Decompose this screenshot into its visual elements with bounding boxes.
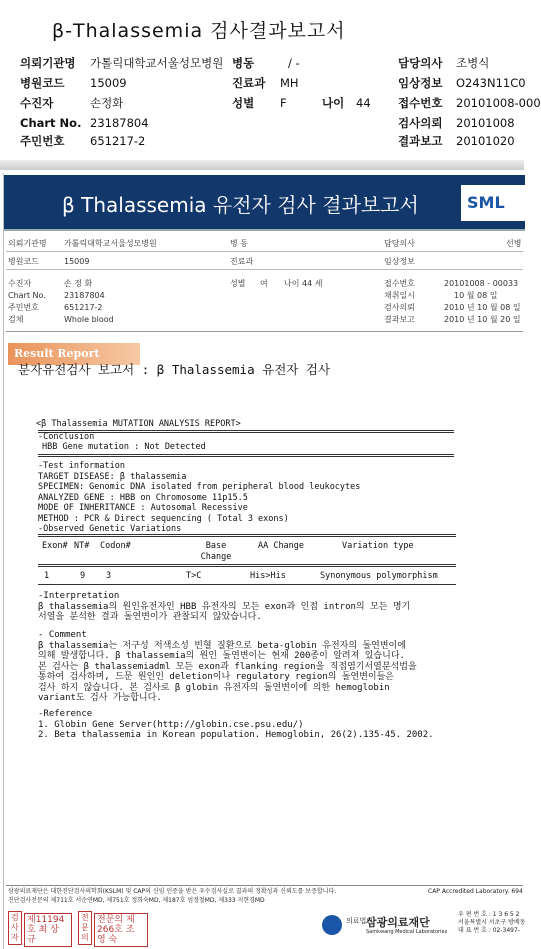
r-age: 나이 44 세 [284,279,323,288]
r-patient-label: 수진자 [8,279,32,288]
footer-rule [6,885,523,886]
result-report-tab: Result Report [8,343,140,365]
th-codon: Codon# [100,541,131,551]
table-rule [38,584,456,585]
stamp-2: 전문의 제266호 조 영 숙 [94,913,148,947]
mutation-title: <β Thalassemia MUTATION ANALYSIS REPORT> [36,419,241,429]
test-info-line: ANALYZED GENE : HBB on Chromosome 11p15.5 [38,492,248,503]
doctor-label: 담당의사 [398,56,443,70]
conclusion-text: HBB Gene mutation : Not Detected [42,442,206,452]
result-date-label: 결과보고 [398,134,443,148]
age-value: 44 [356,96,371,110]
double-rule [38,454,454,457]
reference [38,709,434,741]
contact-phone: 대 표 번 호 : 02-3497- [458,927,520,934]
r-sex: 여 [260,279,268,288]
row-divider [6,269,523,270]
th-aa-change: AA Change [257,541,305,551]
r-specimen: Whole blood [64,315,114,324]
cell-variation-type: Synonymous polymorphism [320,571,438,581]
reference-line: 1. Globin Gene Server(http://globin.cse.psu.edu/) [38,719,304,730]
cell-aa-change: His>His [250,571,286,581]
stamp-label-2: 전문의 [78,911,92,945]
cell-exon: 1 [44,571,50,581]
org-name: 삼광의료재단 [366,916,430,929]
sex-value: F [280,96,287,110]
reference-line: 2. Beta thalassemia in Korean population. Hemoglobin, 26(2).135-45. 2002. [38,730,434,740]
interpretation-line: 서열을 분석한 결과 돌연변이가 관찰되지 않았습니다. [38,612,262,622]
r-result: 2010 년 10 월 20 일 [444,315,521,324]
sex-label: 성별 [232,96,255,110]
r-specimen-label: 검체 [8,315,24,324]
doctor-value: 조병식 [456,56,490,70]
cell-nt: 9 [80,571,86,581]
cell-base-change: T>C [186,571,202,581]
r-result-label: 결과보고 [384,315,415,324]
report-banner [4,175,525,231]
sml-logo: SML [461,185,525,221]
r-code: 15009 [64,257,90,266]
r-doctor-label: 담당의사 [384,239,415,248]
r-ward-label: 병 동 [230,239,248,248]
report-title: β Thalassemia 유전자 검사 결과보고서 [62,193,419,217]
th-variation-type: Variation type [342,541,414,551]
ward-label: 병동 [232,56,255,70]
footer-line1: 삼광의료재단은 대한진단검사의학회(KSLM) 및 CAP의 신임 인증을 받은 우수검사실로 결과의 정확성과 신뢰도를 보증합니다. [8,888,337,895]
clinical-label: 임상정보 [398,76,443,90]
receipt-label: 접수번호 [398,96,443,110]
r-chart: 23187804 [64,291,105,300]
comment-line: variant도 검사 가능합니다. [38,693,162,703]
comment-line: β thalassemia는 저구성 저색소성 빈혈 질환으로 beta-globin 유전자의 돌연변이에 [38,640,406,651]
interpretation [38,591,410,623]
hospital-value: 가톨릭대학교서울성모병원 [90,56,224,70]
comment-line: 검사 하지 않습니다. 본 검사로 β globin 유전자의 돌연변이에 의한 hemoglobin [38,682,390,693]
th-base-change: Base Change [200,541,232,562]
r-patient: 손 정 화 [64,279,93,288]
patient-value: 손정화 [90,96,124,110]
ward-value: / - [288,56,300,70]
r-chart-label: Chart No. [8,291,46,300]
r-clinical-label: 임상정보 [384,257,415,266]
patient-label: 수진자 [20,96,54,110]
page-divider [0,160,524,170]
code-value: 15009 [90,76,127,90]
comment-line: 본 검사는 β thalassemiadml 모든 exon과 flanking region을 직접염기서열분석법을 [38,661,417,672]
test-info-line: METHOD : PCR & Direct sequencing ( Total 3 exons) [38,513,289,524]
th-nt: NT# [74,541,90,551]
r-hospital-label: 의뢰기관명 [8,239,47,248]
receipt-value: 20101008-000 [456,96,541,110]
request-label: 검사의뢰 [398,116,443,130]
code-label: 병원코드 [20,76,65,90]
table-rule [38,564,456,565]
id-label: 주민번호 [20,134,65,148]
th-exon: Exon# [42,541,68,551]
test-info-line: -Test information [38,461,125,471]
hospital-label: 의뢰기관명 [20,56,76,70]
age-label: 나이 [322,96,345,110]
stamp-1: 제11194호 최 상 규 [24,913,72,947]
r-receipt: 20101008 - 00033 [444,279,519,288]
scanned-report [3,173,524,949]
interpretation-line: -Interpretation [38,591,120,601]
cell-codon: 3 [106,571,112,581]
r-dept-label: 진료과 [230,257,254,266]
r-code-label: 병원코드 [8,257,39,266]
test-info-line: SPECIMEN: Genomic DNA isolated from peripheral blood leukocytes [38,482,361,492]
request-value: 20101008 [456,116,515,130]
conclusion-head: -Conclusion [38,432,95,442]
document-title: β-Thalassemia 검사결과보고서 [52,20,346,42]
test-info [38,461,360,535]
org-name-en: Samkwang Medical Laboratories [366,929,448,935]
dept-value: MH [280,76,299,90]
r-collect: 10 월 08 일 [454,291,498,300]
id-value: 651217-2 [90,134,146,148]
r-receipt-label: 접수번호 [384,279,415,288]
row-divider [6,251,523,252]
r-req: 2010 년 10 월 08 일 [444,303,521,312]
section-title: 분자유전검사 보고서 : β Thalassemia 유전자 검사 [18,362,331,377]
row-divider [6,331,523,332]
r-collect-label: 채취일시 [384,291,415,300]
test-info-line: TARGET DISEASE: β thalassemia [38,471,187,482]
comment [38,630,417,704]
comment-line: 통하여 검사하며, 드문 원인인 deletion이나 regulatory region의 돌연변이들은 [38,672,394,682]
comment-line: - Comment [38,630,87,640]
cap-accreditation: CAP Accredited Laboratory. 694 [428,888,523,895]
interpretation-line: β thalassemia의 원인유전자인 HBB 유전자의 모든 exon과 인접 intron의 모든 명기 [38,601,411,612]
stamp-label-1: 검사자 [8,911,22,945]
samkwang-logo-icon [322,915,342,935]
reference-line: -Reference [38,709,93,719]
r-doctor: 선병 [506,239,522,248]
org-tag: 의료법인 [346,917,374,925]
table-rule [38,566,456,567]
comment-line: 의해 발생합니다. β thalassemia의 원인 돌연변이는 현재 200종이 알려져 있습니다. [38,651,405,661]
dept-label: 진료과 [232,76,266,90]
contact-zip: 우 편 번 호 : 1 3 6 5 2 [458,911,520,918]
r-req-label: 검사의뢰 [384,303,415,312]
clinical-value: O243N11C0 [456,76,526,90]
chart-label: Chart No. [20,116,82,130]
footer-line2: 진단검사전문의 제711호 서순연MD, 제751호 정희숙MD, 제187호 엄정철MD, 제333 지현경MD [8,897,265,904]
test-info-line: MODE OF INHERITANCE : Autosomal Recessive [38,503,248,513]
double-rule [38,534,456,537]
result-date-value: 20101020 [456,134,515,148]
double-rule [38,430,454,433]
r-sex-label: 성별 [230,279,246,288]
r-id: 651217-2 [64,303,103,312]
r-id-label: 주민번호 [8,303,39,312]
test-info-line: -Observed Genetic Variations [38,524,182,534]
chart-value: 23187804 [90,116,149,130]
r-hospital: 가톨릭대학교서울성모병원 [64,239,157,248]
contact-address: 서울특별시 서초구 방배동 [458,919,526,926]
